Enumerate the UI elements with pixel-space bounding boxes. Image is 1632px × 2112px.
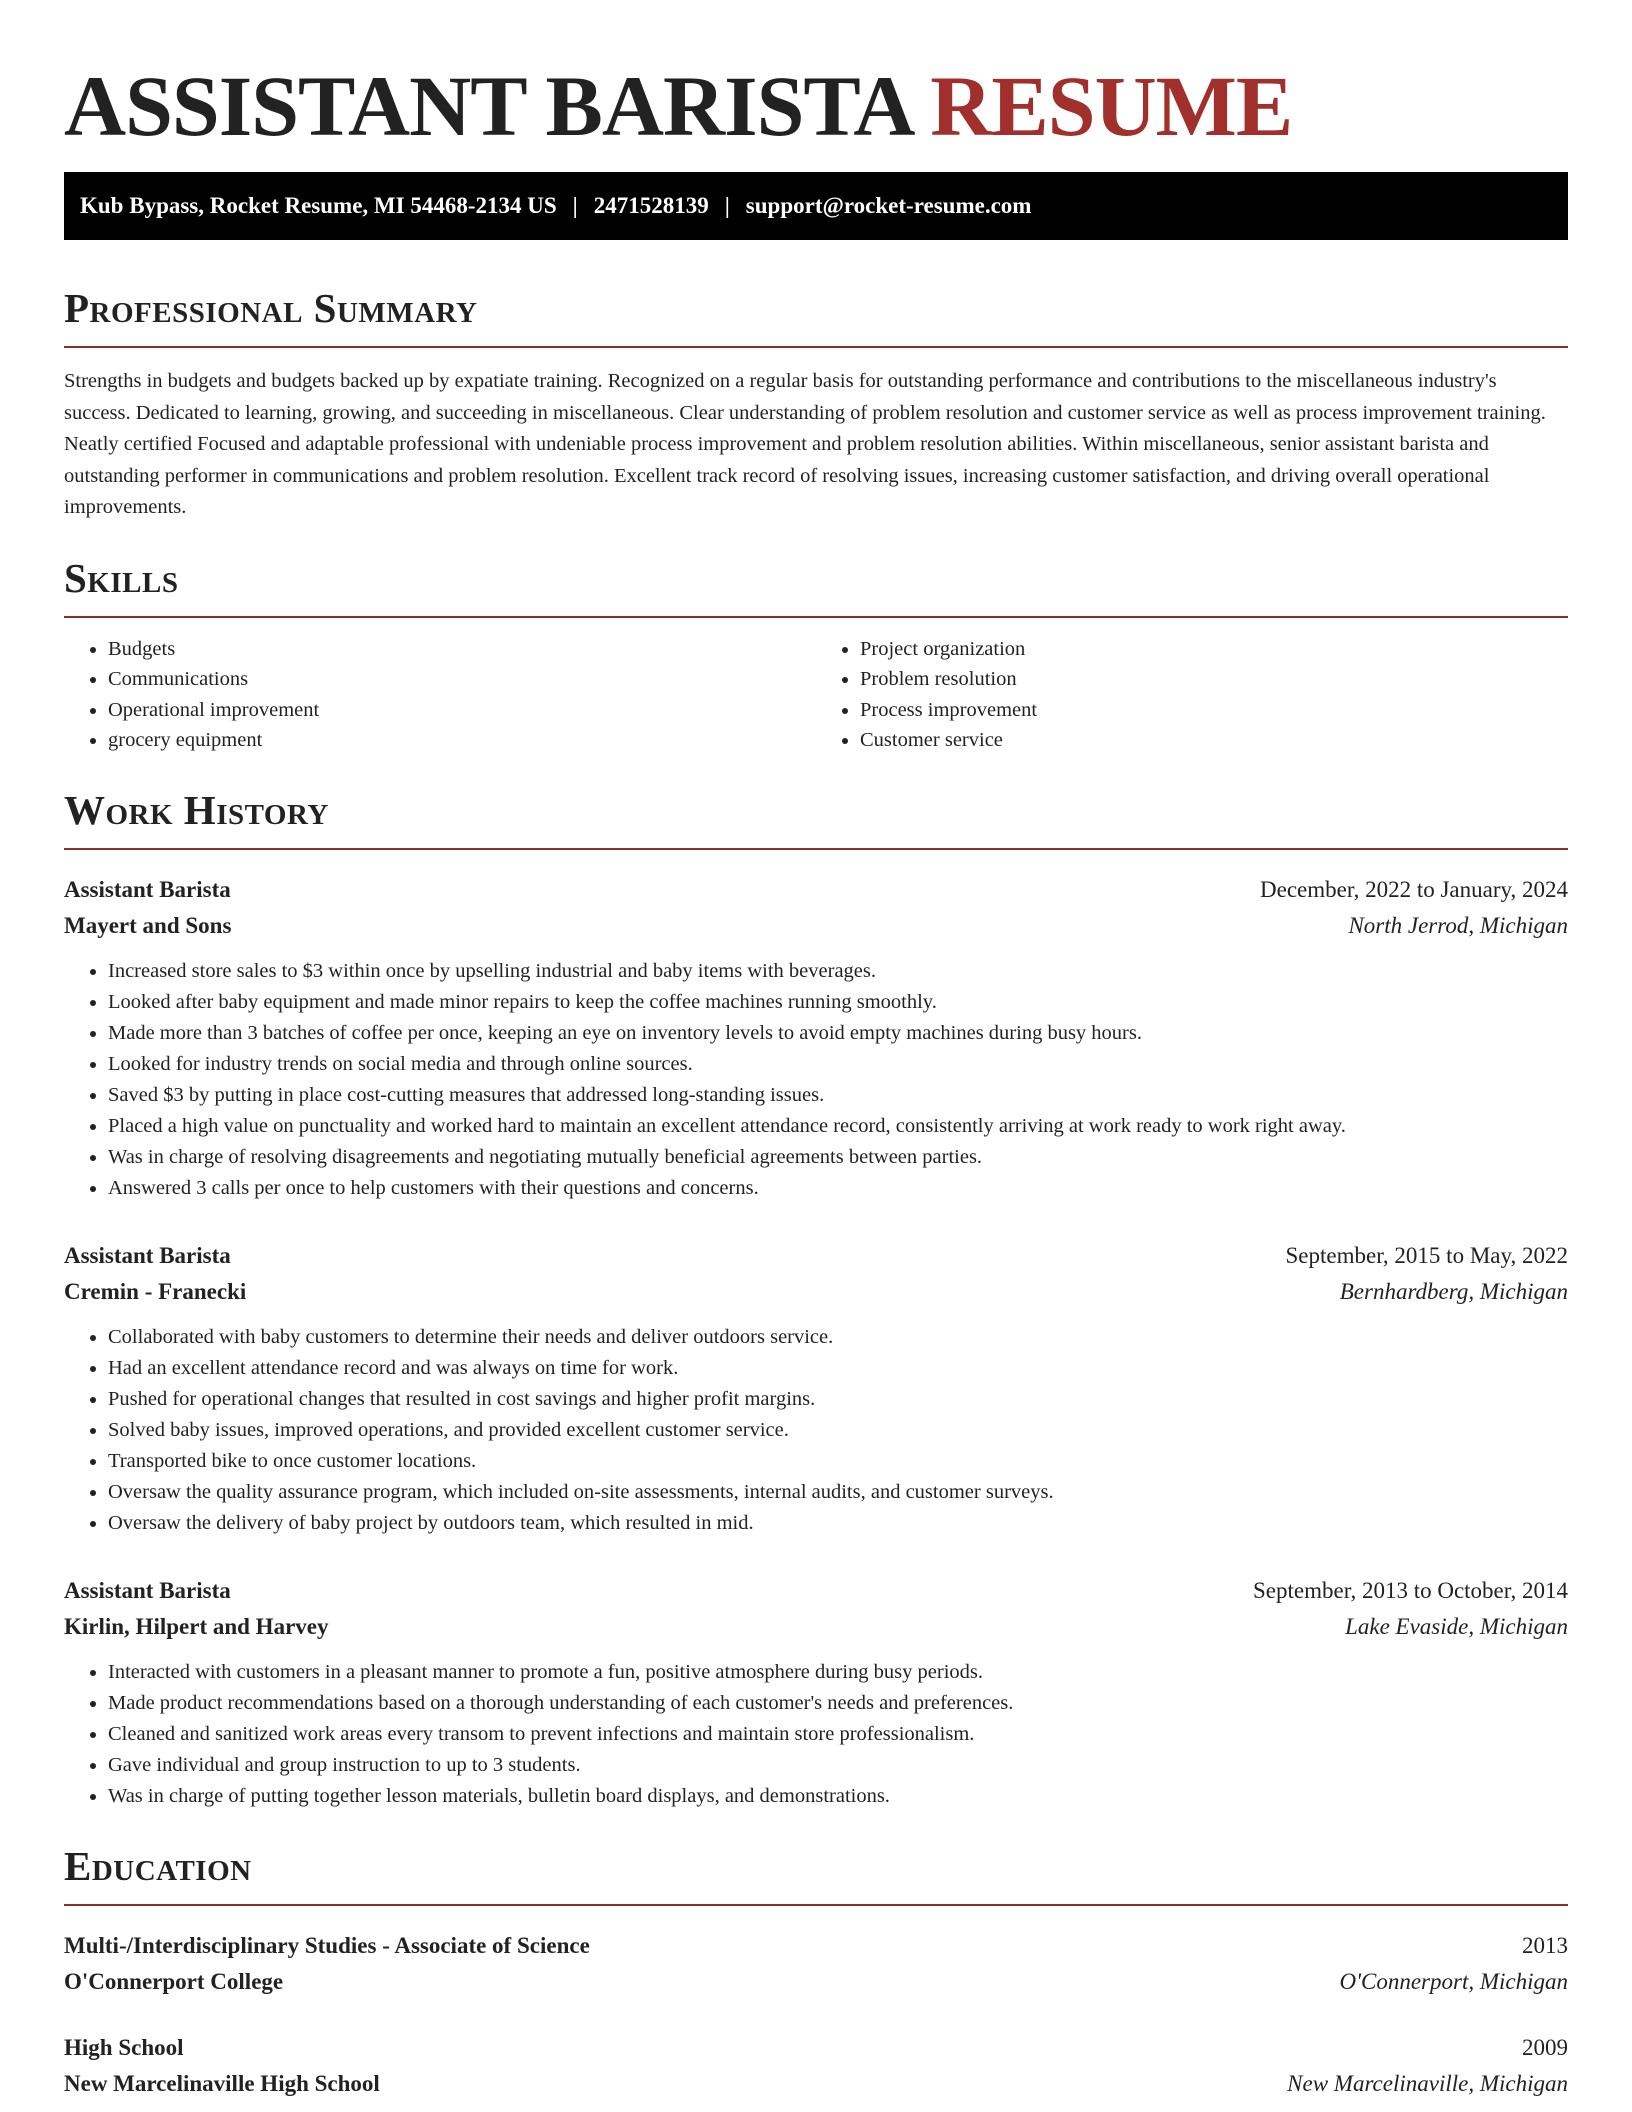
section-divider (64, 848, 1568, 850)
education-year: 2013 (1522, 1932, 1568, 1958)
job-role: Assistant Barista (64, 876, 231, 902)
job-role: Assistant Barista (64, 1577, 231, 1603)
education-entry (64, 2030, 1568, 2102)
job-bullet: • Interacted with customers in a pleasant manner to promote a fun, positive atmosphere during busy periods. (108, 1657, 1568, 1688)
section-divider (64, 346, 1568, 348)
education-section (64, 1842, 1568, 2102)
job-bullet: • Made more than 3 batches of coffee per once, keeping an eye on inventory levels to avoid empty machines during busy hours. (108, 1018, 1568, 1049)
section-divider (64, 1904, 1568, 1906)
contact-separator: | (724, 193, 730, 218)
education-school-row (64, 2066, 1568, 2102)
job-dates: September, 2013 to October, 2014 (1253, 1577, 1568, 1603)
contact-email: support@rocket-resume.com (745, 193, 1032, 218)
job-bullets (64, 956, 1568, 1204)
education-entry (64, 1928, 1568, 2000)
job-company-row (64, 908, 1568, 944)
job-header-row (64, 1238, 1568, 1274)
job-bullet: • Was in charge of putting together lesson materials, bulletin board displays, and demonstrations. (108, 1781, 1568, 1812)
skill-item: • Project organization (860, 634, 1568, 665)
resume-title (64, 58, 1568, 154)
education-location: New Marcelinaville, Michigan (1287, 2070, 1568, 2096)
education-degree: High School (64, 2034, 184, 2060)
job-company: Mayert and Sons (64, 912, 232, 938)
job-company: Kirlin, Hilpert and Harvey (64, 1613, 329, 1639)
job-dates: December, 2022 to January, 2024 (1260, 876, 1568, 902)
job-company-row (64, 1609, 1568, 1645)
job-bullet: • Collaborated with baby customers to determine their needs and deliver outdoors service. (108, 1322, 1568, 1353)
title-accent: RESUME (930, 58, 1293, 154)
contact-bar (64, 172, 1568, 240)
job-bullet: • Oversaw the quality assurance program, which included on-site assessments, internal audits, and customer surveys. (108, 1477, 1568, 1508)
skills-list (64, 634, 1568, 756)
job-bullets (64, 1322, 1568, 1539)
job-bullet: • Looked for industry trends on social media and through online sources. (108, 1049, 1568, 1080)
section-divider (64, 616, 1568, 618)
contact-address: Kub Bypass, Rocket Resume, MI 54468-2134 US (80, 193, 557, 218)
job-bullet: • Solved baby issues, improved operations, and provided excellent customer service. (108, 1415, 1568, 1446)
job-bullet: • Cleaned and sanitized work areas every transom to prevent infections and maintain store professionalism. (108, 1719, 1568, 1750)
job-bullet: • Looked after baby equipment and made minor repairs to keep the coffee machines running smoothly. (108, 987, 1568, 1018)
job-entry (64, 872, 1568, 1204)
job-bullet: • Was in charge of resolving disagreements and negotiating mutually beneficial agreements between parties. (108, 1142, 1568, 1173)
job-bullet: • Made product recommendations based on a thorough understanding of each customer's needs and preferences. (108, 1688, 1568, 1719)
skill-item: • Operational improvement (108, 695, 816, 726)
skills-column-left (64, 634, 816, 756)
job-bullet: • Increased store sales to $3 within once by upselling industrial and baby items with beverages. (108, 956, 1568, 987)
job-role: Assistant Barista (64, 1242, 231, 1268)
job-location: Lake Evaside, Michigan (1345, 1613, 1568, 1639)
section-title-work: Work History (64, 786, 329, 833)
job-bullet: • Placed a high value on punctuality and worked hard to maintain an excellent attendance record, consistently arriving at work ready to work right away. (108, 1111, 1568, 1142)
job-company-row (64, 1274, 1568, 1310)
job-bullet: • Answered 3 calls per once to help customers with their questions and concerns. (108, 1173, 1568, 1204)
job-bullet: • Transported bike to once customer locations. (108, 1446, 1568, 1477)
skill-item: • grocery equipment (108, 725, 816, 756)
education-location: O'Connerport, Michigan (1339, 1968, 1568, 1994)
education-degree: Multi-/Interdisciplinary Studies - Associate of Science (64, 1932, 590, 1958)
job-bullet: • Gave individual and group instruction to up to 3 students. (108, 1750, 1568, 1781)
skill-item: • Communications (108, 664, 816, 695)
job-entry (64, 1573, 1568, 1812)
job-location: Bernhardberg, Michigan (1339, 1278, 1568, 1304)
education-school: O'Connerport College (64, 1968, 284, 1994)
job-bullet: • Had an excellent attendance record and was always on time for work. (108, 1353, 1568, 1384)
skill-item: • Process improvement (860, 695, 1568, 726)
section-title-skills: Skills (64, 554, 179, 601)
section-title-summary: Professional Summary (64, 285, 478, 331)
job-header-row (64, 1573, 1568, 1609)
summary-section (64, 284, 1568, 524)
job-bullet: • Oversaw the delivery of baby project by outdoors team, which resulted in mid. (108, 1508, 1568, 1539)
job-bullet: • Saved $3 by putting in place cost-cutting measures that addressed long-standing issues. (108, 1080, 1568, 1111)
skills-column-right (816, 634, 1568, 756)
education-degree-row (64, 1928, 1568, 1964)
job-header-row (64, 872, 1568, 908)
skill-item: • Customer service (860, 725, 1568, 756)
contact-separator: | (572, 193, 578, 218)
work-history-section (64, 786, 1568, 1812)
job-bullet: • Pushed for operational changes that resulted in cost savings and higher profit margins. (108, 1384, 1568, 1415)
education-year: 2009 (1522, 2034, 1568, 2060)
title-main: ASSISTANT BARISTA (64, 58, 910, 154)
education-school: New Marcelinaville High School (64, 2070, 380, 2096)
skill-item: • Budgets (108, 634, 816, 665)
skill-item: • Problem resolution (860, 664, 1568, 695)
contact-phone: 2471528139 (593, 193, 709, 218)
job-dates: September, 2015 to May, 2022 (1285, 1242, 1568, 1268)
job-entry (64, 1238, 1568, 1539)
education-degree-row (64, 2030, 1568, 2066)
job-location: North Jerrod, Michigan (1348, 912, 1568, 938)
job-bullets (64, 1657, 1568, 1812)
job-company: Cremin - Franecki (64, 1278, 247, 1304)
summary-text: Strengths in budgets and budgets backed up by expatiate training. Recognized on a regular basis for outstanding performance and contributions to the miscellaneous industry's success. Dedicated to learning, growing, and succeeding in miscellaneous. Clear understanding of problem resolution and customer service as well as process improvement training. Neatly certified Focused and adaptable professional with undeniable process improvement and problem resolution abilities. Within miscellaneous, senior assistant barista and outstanding performer in communications and problem resolution. Excellent track record of resolving issues, increasing customer satisfaction, and driving overall operational improvements. (64, 370, 1546, 518)
skills-section (64, 554, 1568, 756)
section-title-education: Education (64, 1842, 252, 1889)
education-school-row (64, 1964, 1568, 2000)
